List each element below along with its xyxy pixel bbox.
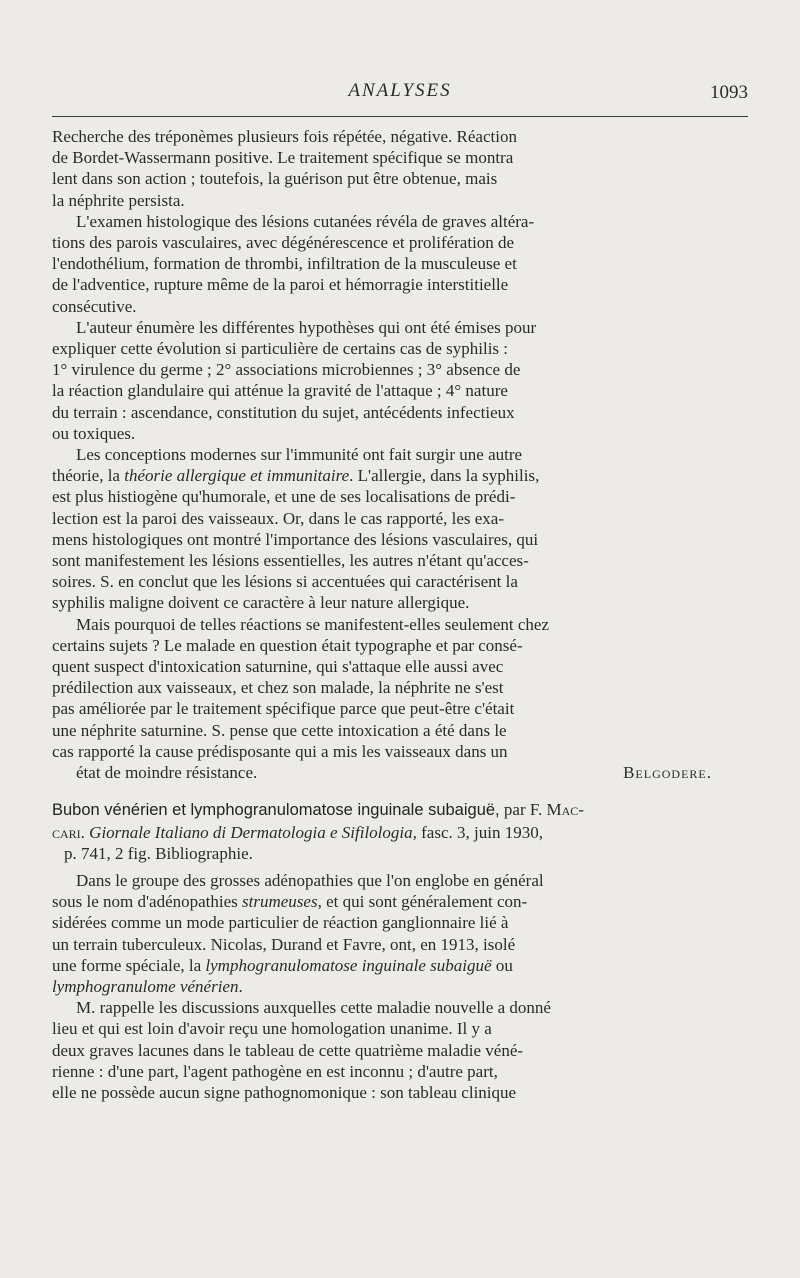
- text-line: l'endothélium, formation de thrombi, infiltration de la musculeuse et: [52, 254, 517, 274]
- text-line: lection est la paroi des vaisseaux. Or, dans le cas rapporté, les exa-: [52, 508, 505, 528]
- text-line: , et qui sont généralement con-: [317, 892, 528, 912]
- reference: fasc. 3, juin 1930,: [416, 822, 543, 842]
- paragraph-adenopathies: [52, 870, 748, 997]
- text-line: théorie, la: [52, 466, 125, 486]
- text-line: soires. S. en conclut que les lésions si accentuées qui caractérisent la: [52, 572, 518, 592]
- page-body: [52, 126, 748, 1103]
- text-line: Les conceptions modernes sur l'immunité ont fait surgir une autre: [76, 445, 523, 465]
- text-line: 1° virulence du germe ; 2° associations microbiennes ; 3° absence de: [52, 360, 521, 380]
- text-line: syphilis maligne doivent ce caractère à leur nature allergique.: [52, 593, 470, 613]
- italic-term: strumeuses: [242, 892, 318, 912]
- text-line: quent suspect d'intoxication saturnine, qui s'attaque elle aussi avec: [52, 657, 504, 677]
- text-line: L'auteur énumère les différentes hypothèses qui ont été émises pour: [76, 317, 537, 337]
- paragraph-discussions: [52, 997, 748, 1103]
- header-rule: [52, 116, 748, 117]
- text-line: Recherche des tréponèmes plusieurs fois répétée, négative. Réaction: [52, 127, 517, 146]
- journal-name: Giornale Italiano di Dermatologia e Sifilologia,: [89, 822, 417, 842]
- text-line: de Bordet-Wassermann positive. Le traitement spécifique se montra: [52, 148, 514, 168]
- text-line: prédilection aux vaisseaux, et chez son malade, la néphrite ne s'est: [52, 678, 504, 698]
- running-title: ANALYSES: [348, 80, 452, 101]
- paragraph-saturnine: [52, 614, 748, 784]
- running-head: [52, 78, 748, 106]
- text-line: ou toxiques.: [52, 423, 136, 443]
- text-lines: [52, 487, 538, 612]
- text-line: ou: [491, 955, 513, 975]
- text-line: du terrain : ascendance, constitution du sujet, antécédents infectieux: [52, 402, 515, 422]
- text-line: sous le nom d'adénopathies: [52, 892, 243, 912]
- text-line: consécutive.: [52, 296, 137, 316]
- article-title: Bubon vénérien et lymphogranulomatose inguinale subaiguë,: [52, 801, 500, 820]
- text-line: deux graves lacunes dans le tableau de cette quatrième maladie véné-: [52, 1040, 524, 1060]
- text-line: .: [238, 976, 243, 996]
- author-name: Mac-: [546, 800, 584, 820]
- paragraph-allergie: [52, 444, 748, 614]
- reference-pages: p. 741, 2 fig. Bibliographie.: [64, 843, 253, 863]
- author-initial: F.: [529, 800, 547, 820]
- text-line: mens histologiques ont montré l'importance des lésions vasculaires, qui: [52, 529, 539, 549]
- text-line: de l'adventice, rupture même de la paroi et hémorragie interstitielle: [52, 275, 509, 295]
- text-line: la néphrite persista.: [52, 190, 185, 210]
- page-number: 1093: [710, 82, 748, 103]
- text-line: la réaction glandulaire qui atténue la gravité de l'attaque ; 4° nature: [52, 381, 508, 401]
- byline-par: par: [499, 800, 530, 820]
- author-name-cont: cari.: [52, 822, 85, 842]
- text-line: une forme spéciale, la: [52, 955, 206, 975]
- text-line: pas améliorée par le traitement spécifique parce que peut-être c'était: [52, 699, 515, 719]
- reviewer-signature: Belgodere.: [623, 763, 712, 783]
- text-line: lieu et qui est loin d'avoir reçu une homologation unanime. Il y a: [52, 1019, 492, 1039]
- text-line: lent dans son action ; toutefois, la guérison put être obtenue, mais: [52, 169, 498, 189]
- italic-term: lymphogranulome vénérien: [52, 976, 239, 996]
- italic-term: théorie allergique et immunitaire: [124, 466, 350, 486]
- text-line: état de moindre résistance.: [76, 763, 258, 783]
- text-line: L'examen histologique des lésions cutanées révéla de graves altéra-: [76, 211, 535, 231]
- text-line: est plus histiogène qu'humorale, et une de ses localisations de prédi-: [52, 487, 516, 507]
- paragraph-group: [52, 126, 748, 444]
- article-heading: [52, 799, 748, 864]
- text-line: un terrain tuberculeux. Nicolas, Durand et Favre, ont, en 1913, isolé: [52, 934, 516, 954]
- paragraph: [52, 211, 748, 317]
- text-line: Dans le groupe des grosses adénopathies que l'on englobe en général: [76, 870, 544, 890]
- text-line: cas rapporté la cause prédisposante qui a mis les vaisseaux dans un: [52, 741, 508, 761]
- text-line: rienne : d'une part, l'agent pathogène en est inconnu ; d'autre part,: [52, 1061, 498, 1081]
- closing-line: [52, 762, 748, 783]
- text-line: certains sujets ? Le malade en question était typographe et par consé-: [52, 635, 523, 655]
- text-line: une néphrite saturnine. S. pense que cette intoxication a été dans le: [52, 720, 507, 740]
- paragraph: [52, 317, 748, 444]
- text-line: elle ne possède aucun signe pathognomonique : son tableau clinique: [52, 1082, 517, 1102]
- text-line: M. rappelle les discussions auxquelles cette maladie nouvelle a donné: [76, 998, 551, 1018]
- text-line: expliquer cette évolution si particulière de certains cas de syphilis :: [52, 339, 509, 359]
- text-line: Mais pourquoi de telles réactions se manifestent-elles seulement chez: [76, 614, 550, 634]
- text-line: . L'allergie, dans la syphilis,: [349, 466, 540, 486]
- paragraph: [52, 126, 748, 211]
- text-line: tions des parois vasculaires, avec dégénérescence et prolifération de: [52, 233, 515, 253]
- text-line: sont manifestement les lésions essentielles, les autres n'étant qu'acces-: [52, 551, 529, 571]
- text-lines: [52, 615, 549, 761]
- text-line: sidérées comme un mode particulier de réaction ganglionnaire lié à: [52, 913, 509, 933]
- italic-term: lymphogranulomatose inguinale subaiguë: [205, 955, 492, 975]
